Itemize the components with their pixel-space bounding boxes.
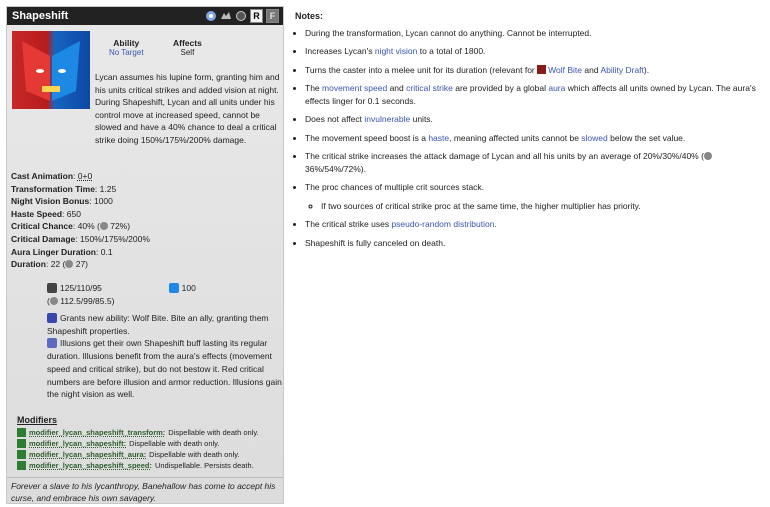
night-vision-link[interactable]: night vision	[374, 46, 418, 56]
note-item: • Shapeshift is fully canceled on death.	[305, 237, 765, 250]
note-item: • Increases Lycan's night vision to a total of 1800.	[305, 45, 765, 58]
shard-icon[interactable]	[235, 10, 247, 22]
note-item: • Does not affect invulnerable units.	[305, 113, 765, 126]
stat-night-vision: Night Vision Bonus: 1000	[11, 196, 113, 207]
stat-duration: Duration: 22 ( 27)	[11, 259, 89, 270]
modifiers-title[interactable]: Modifiers	[17, 415, 58, 425]
note-item: • The critical strike uses pseudo-random distribution.	[305, 218, 765, 231]
ability-draft-link[interactable]: Ability Draft	[600, 64, 644, 75]
ability-affects: Affects Self	[173, 38, 202, 57]
invulnerable-link[interactable]: invulnerable	[364, 114, 411, 124]
modifier-icon	[17, 461, 26, 470]
scepter-icon	[704, 152, 712, 160]
modifier-icon	[17, 439, 26, 448]
wolf-bite-icon	[47, 313, 57, 323]
stat-haste-speed: Haste Speed: 650	[11, 208, 81, 219]
ability-titlebar	[7, 7, 283, 25]
ability-type-value: No Target	[109, 48, 144, 57]
ability-upgrades	[47, 312, 287, 401]
note-item: • The movement speed boost is a haste, meaning affected units cannot be slowed below the set value.	[305, 132, 765, 145]
notes-section	[295, 10, 765, 255]
note-item: • The proc chances of multiple crit sources stack. ◦ If two sources of critical strike proc at the same time, the higher multiplier has priority.	[305, 181, 765, 212]
hotkey-f: F	[266, 9, 279, 23]
stat-aura-linger: Aura Linger Duration: 0.1	[11, 246, 113, 257]
ability-costs: 125/110/95 100 ( 112.5/99/85.5)	[47, 283, 196, 306]
ability-name: Shapeshift	[12, 10, 69, 22]
modifier-icon	[17, 450, 26, 459]
wolf-bite-link[interactable]: Wolf Bite	[548, 64, 582, 75]
ability-affects-value: Self	[180, 48, 195, 57]
stat-cast-animation: Cast Animation: 0+0	[11, 171, 93, 181]
note-subitem: ◦ If two sources of critical strike proc at the same time, the higher multiplier has priority.	[321, 200, 765, 213]
modifier-item: modifier_lycan_shapeshift: Dispellable with death only.	[17, 438, 287, 449]
modifier-item: modifier_lycan_shapeshift_aura: Dispellable with death only.	[17, 449, 287, 460]
scepter-icon[interactable]	[205, 10, 217, 22]
movement-speed-link[interactable]: movement speed	[322, 83, 388, 93]
wolf-bite-note: Grants new ability: Wolf Bite. Bite an ally, granting them Shapeshift properties.	[47, 313, 269, 336]
stat-critical-chance: Critical Chance: 40% ( 72%)	[11, 221, 131, 232]
scepter-icon	[50, 297, 58, 305]
cooldown-scepter-value: 112.5/99/85.5)	[60, 295, 115, 306]
modifier-icon	[17, 428, 26, 437]
ability-stats	[11, 170, 281, 271]
cooldown-icon	[47, 283, 57, 293]
ability-type: Ability No Target	[109, 38, 144, 57]
wolf-icon[interactable]	[220, 10, 232, 22]
aura-link[interactable]: aura	[548, 83, 566, 93]
modifier-item: modifier_lycan_shapeshift_speed: Undispellable. Persists death.	[17, 460, 287, 471]
note-item: • The critical strike increases the attack damage of Lycan and all his units by an average of 20%/30%/40% ( 36%/54%/72%).	[305, 150, 765, 175]
haste-link[interactable]: haste	[428, 132, 450, 143]
ability-panel	[6, 6, 284, 504]
modifier-item: modifier_lycan_shapeshift_transform: Dispellable with death only.	[17, 427, 287, 438]
notes-title: Notes:	[295, 11, 324, 21]
scepter-icon	[100, 222, 108, 230]
slowed-link[interactable]: slowed	[581, 132, 608, 143]
wolf-bite-icon	[537, 65, 546, 74]
illusion-icon	[47, 338, 57, 348]
critical-strike-link[interactable]: critical strike	[406, 83, 453, 93]
note-item: • The movement speed and critical strike are provided by a global aura which affects all units owned by Lycan. The aura's effects linger for 0.1 seconds.	[305, 82, 765, 107]
prd-link[interactable]: pseudo-random distribution	[391, 219, 495, 229]
illusions-note: Illusions get their own Shapeshift buff lasting its regular duration. Illusions benefit from the aura's effects (movement speed and critical strike), but do not bestow it. Red critical numbers are before illusion and armor reduction. Illusions gain the night vision as well.	[47, 338, 282, 400]
mana-icon	[169, 283, 179, 293]
ability-portrait	[12, 31, 90, 109]
mana-value: 100	[181, 283, 196, 293]
note-item: • During the transformation, Lycan cannot do anything. Cannot be interrupted.	[305, 27, 765, 40]
scepter-icon	[65, 260, 73, 268]
note-item: • Turns the caster into a melee unit for its duration (relevant for Wolf Bite and Ability Draft).	[305, 64, 765, 77]
stat-transformation-time: Transformation Time: 1.25	[11, 183, 117, 194]
stat-critical-damage: Critical Damage: 150%/175%/200%	[11, 233, 150, 244]
ability-description: Lycan assumes his lupine form, granting him and his units critical strikes and added vision at night. During Shapeshift, Lycan and all units under his control move at increased speed, cannot be slowed and have a 40% chance to deal a critical strike doing 150%/175%/200% damage.	[95, 72, 280, 145]
cooldown-value: 125/110/95	[60, 283, 102, 293]
lore-text: Forever a slave to his lycanthropy, Banehallow has come to accept his curse, and embrace his own savagery.	[7, 477, 283, 504]
hotkey-r: R	[250, 9, 263, 23]
modifiers-section	[17, 415, 287, 471]
